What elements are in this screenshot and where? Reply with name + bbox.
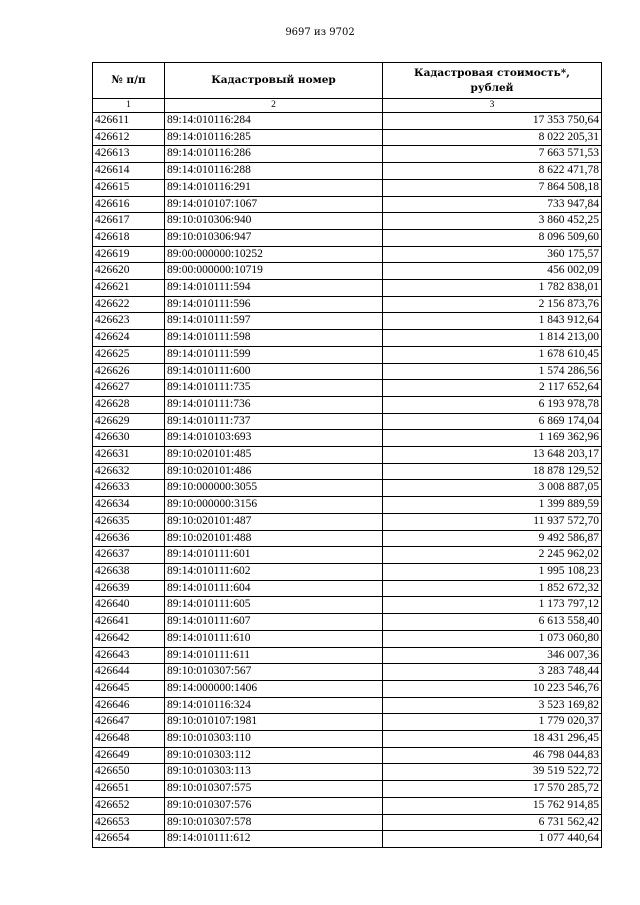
- table-row: [93, 647, 602, 664]
- cadastral-number-cell: 89:14:010116:291: [165, 179, 383, 196]
- table-row: [93, 463, 602, 480]
- column-header-cadastral-value: [383, 63, 602, 99]
- cadastral-value-cell: 18 878 129,52: [383, 463, 602, 480]
- cadastral-number-cell: 89:10:010307:575: [165, 781, 383, 798]
- cadastral-value-cell: 7 663 571,53: [383, 146, 602, 163]
- table-row: [93, 697, 602, 714]
- cadastral-value-cell: 10 223 546,76: [383, 680, 602, 697]
- cadastral-value-cell: 11 937 572,70: [383, 513, 602, 530]
- cadastral-value-cell: 3 523 169,82: [383, 697, 602, 714]
- table-row: [93, 380, 602, 397]
- table-row: [93, 430, 602, 447]
- row-number-cell: 426646: [93, 697, 165, 714]
- row-number-cell: 426624: [93, 330, 165, 347]
- table-row: [93, 413, 602, 430]
- column-header-cadastral-number: [165, 63, 383, 99]
- cadastral-number-cell: 89:10:010303:110: [165, 731, 383, 748]
- table-row: [93, 447, 602, 464]
- cadastral-value-cell: 8 096 509,60: [383, 229, 602, 246]
- cadastral-number-cell: 89:14:010111:605: [165, 597, 383, 614]
- cadastral-number-cell: 89:14:010111:736: [165, 396, 383, 413]
- cadastral-value-cell: 6 613 558,40: [383, 614, 602, 631]
- cadastral-value-cell: 9 492 586,87: [383, 530, 602, 547]
- column-numbers-row: [93, 99, 602, 113]
- table-row: [93, 731, 602, 748]
- table-row: [93, 396, 602, 413]
- cadastral-number-cell: 89:14:010111:600: [165, 363, 383, 380]
- table-row: [93, 781, 602, 798]
- row-number-cell: 426613: [93, 146, 165, 163]
- table-row: [93, 714, 602, 731]
- row-number-cell: 426627: [93, 380, 165, 397]
- cadastral-number-cell: 89:14:010116:288: [165, 163, 383, 180]
- table-row: [93, 597, 602, 614]
- cadastral-number-cell: 89:14:010111:610: [165, 630, 383, 647]
- row-number-cell: 426634: [93, 497, 165, 514]
- cadastral-number-cell: 89:10:000000:3055: [165, 480, 383, 497]
- cadastral-value-cell: 1 843 912,64: [383, 313, 602, 330]
- cadastral-number-cell: 89:14:010111:596: [165, 296, 383, 313]
- table-row: [93, 296, 602, 313]
- table-row: [93, 764, 602, 781]
- row-number-cell: 426626: [93, 363, 165, 380]
- cadastral-value-cell: 360 175,57: [383, 246, 602, 263]
- table-row: [93, 580, 602, 597]
- row-number-cell: 426636: [93, 530, 165, 547]
- row-number-cell: 426644: [93, 664, 165, 681]
- table-row: [93, 747, 602, 764]
- cadastral-number-cell: 89:14:010111:607: [165, 614, 383, 631]
- table-row: [93, 513, 602, 530]
- row-number-cell: 426635: [93, 513, 165, 530]
- row-number-cell: 426645: [93, 680, 165, 697]
- row-number-cell: 426642: [93, 630, 165, 647]
- row-number-cell: 426625: [93, 346, 165, 363]
- cadastral-number-cell: 89:14:010111:611: [165, 647, 383, 664]
- cadastral-number-cell: 89:14:010107:1067: [165, 196, 383, 213]
- table-row: [93, 280, 602, 297]
- cadastral-number-cell: 89:14:010111:599: [165, 346, 383, 363]
- cadastral-number-cell: 89:00:000000:10719: [165, 263, 383, 280]
- cadastral-value-cell: 1 852 672,32: [383, 580, 602, 597]
- cadastral-value-cell: 1 574 286,56: [383, 363, 602, 380]
- cadastral-number-cell: 89:14:010103:693: [165, 430, 383, 447]
- cadastral-number-cell: 89:10:010307:576: [165, 797, 383, 814]
- column-header-cadastral-value-line2: рублей: [470, 81, 514, 94]
- cadastral-value-cell: 1 814 213,00: [383, 330, 602, 347]
- cadastral-number-cell: 89:10:010303:113: [165, 764, 383, 781]
- cadastral-value-cell: 1 678 610,45: [383, 346, 602, 363]
- row-number-cell: 426649: [93, 747, 165, 764]
- cadastral-value-cell: 1 399 889,59: [383, 497, 602, 514]
- row-number-cell: 426641: [93, 614, 165, 631]
- cadastral-number-cell: 89:14:010111:604: [165, 580, 383, 597]
- table-header-row: [93, 63, 602, 99]
- cadastral-number-cell: 89:14:010116:324: [165, 697, 383, 714]
- row-number-cell: 426614: [93, 163, 165, 180]
- cadastral-value-cell: 39 519 522,72: [383, 764, 602, 781]
- cadastral-value-cell: 2 117 652,64: [383, 380, 602, 397]
- cadastral-value-cell: 1 073 060,80: [383, 630, 602, 647]
- table-row: [93, 313, 602, 330]
- cadastral-number-cell: 89:14:010111:612: [165, 831, 383, 848]
- column-number-2: 2: [165, 99, 383, 113]
- row-number-cell: 426619: [93, 246, 165, 263]
- cadastral-number-cell: 89:14:010111:737: [165, 413, 383, 430]
- table-row: [93, 346, 602, 363]
- cadastral-value-cell: 1 077 440,64: [383, 831, 602, 848]
- table-row: [93, 814, 602, 831]
- cadastral-value-cell: 3 860 452,25: [383, 213, 602, 230]
- cadastral-number-cell: 89:00:000000:10252: [165, 246, 383, 263]
- column-number-1: 1: [93, 99, 165, 113]
- cadastral-value-cell: 1 995 108,23: [383, 563, 602, 580]
- cadastral-value-cell: 2 156 873,76: [383, 296, 602, 313]
- row-number-cell: 426620: [93, 263, 165, 280]
- table-row: [93, 664, 602, 681]
- cadastral-value-cell: 17 353 750,64: [383, 113, 602, 130]
- row-number-cell: 426611: [93, 113, 165, 130]
- row-number-cell: 426629: [93, 413, 165, 430]
- table-row: [93, 163, 602, 180]
- row-number-cell: 426650: [93, 764, 165, 781]
- cadastral-number-cell: 89:14:010111:597: [165, 313, 383, 330]
- row-number-cell: 426643: [93, 647, 165, 664]
- cadastral-value-cell: 8 622 471,78: [383, 163, 602, 180]
- cadastral-value-cell: 6 731 562,42: [383, 814, 602, 831]
- table-row: [93, 196, 602, 213]
- table-row: [93, 480, 602, 497]
- row-number-cell: 426622: [93, 296, 165, 313]
- cadastral-number-cell: 89:14:010116:286: [165, 146, 383, 163]
- table-row: [93, 246, 602, 263]
- table-row: [93, 129, 602, 146]
- table-row: [93, 179, 602, 196]
- row-number-cell: 426654: [93, 831, 165, 848]
- cadastral-value-cell: 2 245 962,02: [383, 547, 602, 564]
- table-row: [93, 263, 602, 280]
- column-header-cadastral-number-text: Кадастровый номер: [211, 74, 336, 86]
- cadastral-value-cell: 1 779 020,37: [383, 714, 602, 731]
- row-number-cell: 426640: [93, 597, 165, 614]
- cadastral-number-cell: 89:10:010306:940: [165, 213, 383, 230]
- table-row: [93, 497, 602, 514]
- row-number-cell: 426631: [93, 447, 165, 464]
- cadastral-value-table: [92, 62, 602, 848]
- cadastral-number-cell: 89:10:000000:3156: [165, 497, 383, 514]
- cadastral-number-cell: 89:14:000000:1406: [165, 680, 383, 697]
- row-number-cell: 426628: [93, 396, 165, 413]
- cadastral-value-cell: 733 947,84: [383, 196, 602, 213]
- row-number-cell: 426617: [93, 213, 165, 230]
- table-body: [93, 113, 602, 848]
- cadastral-number-cell: 89:10:020101:485: [165, 447, 383, 464]
- row-number-cell: 426621: [93, 280, 165, 297]
- cadastral-value-cell: 13 648 203,17: [383, 447, 602, 464]
- column-number-3: 3: [383, 99, 602, 113]
- row-number-cell: 426638: [93, 563, 165, 580]
- cadastral-number-cell: 89:10:010307:578: [165, 814, 383, 831]
- cadastral-value-cell: 46 798 044,83: [383, 747, 602, 764]
- cadastral-number-cell: 89:14:010116:285: [165, 129, 383, 146]
- cadastral-number-cell: 89:14:010111:594: [165, 280, 383, 297]
- table-row: [93, 831, 602, 848]
- cadastral-value-cell: 6 869 174,04: [383, 413, 602, 430]
- table-row: [93, 680, 602, 697]
- cadastral-number-cell: 89:10:020101:487: [165, 513, 383, 530]
- table-row: [93, 630, 602, 647]
- cadastral-number-cell: 89:10:020101:486: [165, 463, 383, 480]
- cadastral-value-cell: 346 007,36: [383, 647, 602, 664]
- cadastral-number-cell: 89:14:010111:735: [165, 380, 383, 397]
- table-row: [93, 363, 602, 380]
- column-header-number-text: № п/п: [111, 74, 146, 86]
- cadastral-value-cell: 15 762 914,85: [383, 797, 602, 814]
- cadastral-value-cell: 1 782 838,01: [383, 280, 602, 297]
- cadastral-number-cell: 89:10:010107:1981: [165, 714, 383, 731]
- cadastral-value-cell: 1 173 797,12: [383, 597, 602, 614]
- table-row: [93, 113, 602, 130]
- column-header-number: [93, 63, 165, 99]
- cadastral-number-cell: 89:10:010303:112: [165, 747, 383, 764]
- row-number-cell: 426612: [93, 129, 165, 146]
- table-row: [93, 797, 602, 814]
- cadastral-value-cell: 456 002,09: [383, 263, 602, 280]
- page-number-header: 9697 из 9702: [285, 27, 355, 38]
- cadastral-value-cell: 3 283 748,44: [383, 664, 602, 681]
- cadastral-number-cell: 89:14:010111:601: [165, 547, 383, 564]
- cadastral-number-cell: 89:14:010111:602: [165, 563, 383, 580]
- cadastral-number-cell: 89:14:010116:284: [165, 113, 383, 130]
- row-number-cell: 426623: [93, 313, 165, 330]
- cadastral-value-cell: 17 570 285,72: [383, 781, 602, 798]
- cadastral-value-cell: 7 864 508,18: [383, 179, 602, 196]
- row-number-cell: 426651: [93, 781, 165, 798]
- row-number-cell: 426615: [93, 179, 165, 196]
- row-number-cell: 426616: [93, 196, 165, 213]
- row-number-cell: 426652: [93, 797, 165, 814]
- cadastral-number-cell: 89:10:020101:488: [165, 530, 383, 547]
- cadastral-value-cell: 3 008 887,05: [383, 480, 602, 497]
- table-row: [93, 229, 602, 246]
- cadastral-value-cell: 6 193 978,78: [383, 396, 602, 413]
- table-row: [93, 614, 602, 631]
- row-number-cell: 426653: [93, 814, 165, 831]
- row-number-cell: 426632: [93, 463, 165, 480]
- row-number-cell: 426639: [93, 580, 165, 597]
- cadastral-value-cell: 8 022 205,31: [383, 129, 602, 146]
- cadastral-number-cell: 89:14:010111:598: [165, 330, 383, 347]
- table-row: [93, 530, 602, 547]
- table-row: [93, 213, 602, 230]
- table-row: [93, 563, 602, 580]
- row-number-cell: 426647: [93, 714, 165, 731]
- row-number-cell: 426618: [93, 229, 165, 246]
- row-number-cell: 426637: [93, 547, 165, 564]
- cadastral-value-cell: 1 169 362,96: [383, 430, 602, 447]
- table-row: [93, 146, 602, 163]
- table-row: [93, 330, 602, 347]
- row-number-cell: 426633: [93, 480, 165, 497]
- row-number-cell: 426648: [93, 731, 165, 748]
- cadastral-value-cell: 18 431 296,45: [383, 731, 602, 748]
- cadastral-number-cell: 89:10:010306:947: [165, 229, 383, 246]
- cadastral-number-cell: 89:10:010307:567: [165, 664, 383, 681]
- table-row: [93, 547, 602, 564]
- column-header-cadastral-value-line1: Кадастровая стоимость*,: [414, 66, 570, 79]
- row-number-cell: 426630: [93, 430, 165, 447]
